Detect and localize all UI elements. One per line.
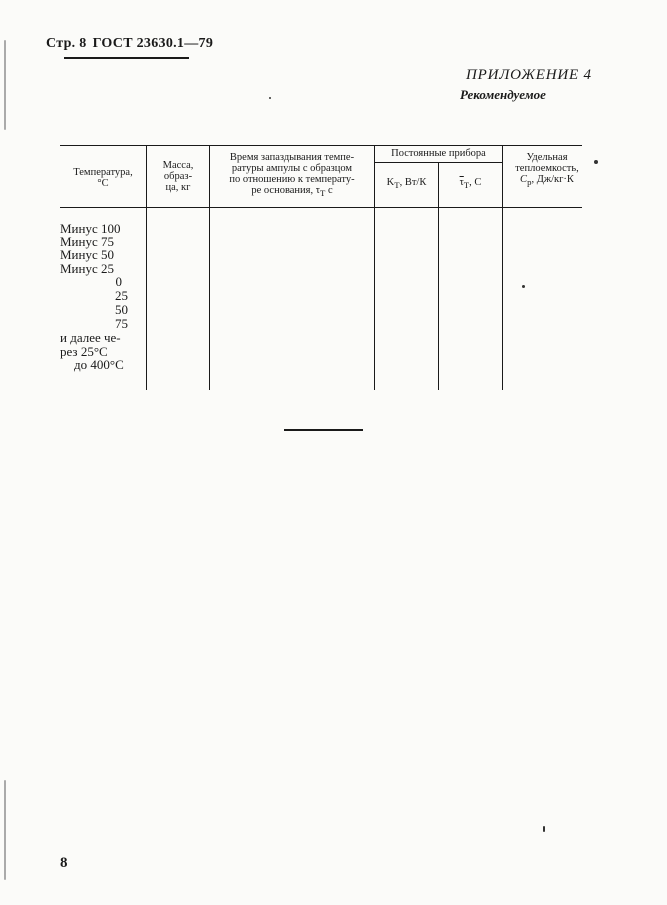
appendix-title: ПРИЛОЖЕНИЕ 4	[466, 67, 592, 83]
row-continuation-line3: до 400°C	[74, 357, 124, 372]
header-device-constants: Постоянные прибора	[391, 148, 486, 159]
table-top-rule	[60, 145, 582, 146]
row-temperature: Минус 50	[60, 247, 114, 262]
row-temperature: Минус 75	[60, 234, 114, 249]
page-header	[46, 36, 213, 52]
row-continuation-line2: рез 25°C	[60, 344, 108, 359]
header-tau-constant: $\overline{\tau}_T$, С	[459, 177, 482, 191]
row-temperature: 25	[115, 288, 128, 303]
scan-edge-mark	[4, 780, 6, 880]
scan-speck	[594, 160, 598, 164]
page-number: 8	[60, 855, 68, 871]
standard-number: ГОСТ 23630.1—79	[92, 36, 214, 51]
row-temperature: Минус 100	[60, 221, 121, 236]
scan-speck	[522, 285, 525, 288]
page-label: Стр. 8	[46, 36, 87, 51]
row-temperature: 75	[115, 316, 128, 331]
end-rule	[284, 429, 363, 431]
header-bottom-rule	[60, 207, 582, 208]
scan-speck	[269, 97, 271, 99]
header-heat-capacity: Удельная теплоемкость, $C_p$, Дж/кг·К	[515, 152, 579, 188]
scan-speck	[543, 826, 545, 832]
row-temperature: 50	[115, 302, 128, 317]
row-temperature: 0	[115, 274, 122, 289]
scan-edge-mark	[4, 40, 6, 130]
row-continuation-line1: и далее че-	[60, 330, 121, 345]
column-divider-4	[438, 162, 439, 390]
header-mass: Масса, образ- ца, кг	[162, 160, 194, 193]
appendix-subtitle: Рекомендуемое	[460, 87, 546, 102]
header-k-constant: $K_T$, Вт/К	[386, 177, 427, 191]
header-temperature: Температура, °C	[73, 167, 133, 189]
header-rule	[64, 57, 189, 59]
header-delay-time: Время запаздывания темпе- ратуры ампулы с образцом по отношению к температу- ре основания, $\tau_T$ с	[229, 152, 355, 199]
row-temperature: Минус 25	[60, 261, 114, 276]
